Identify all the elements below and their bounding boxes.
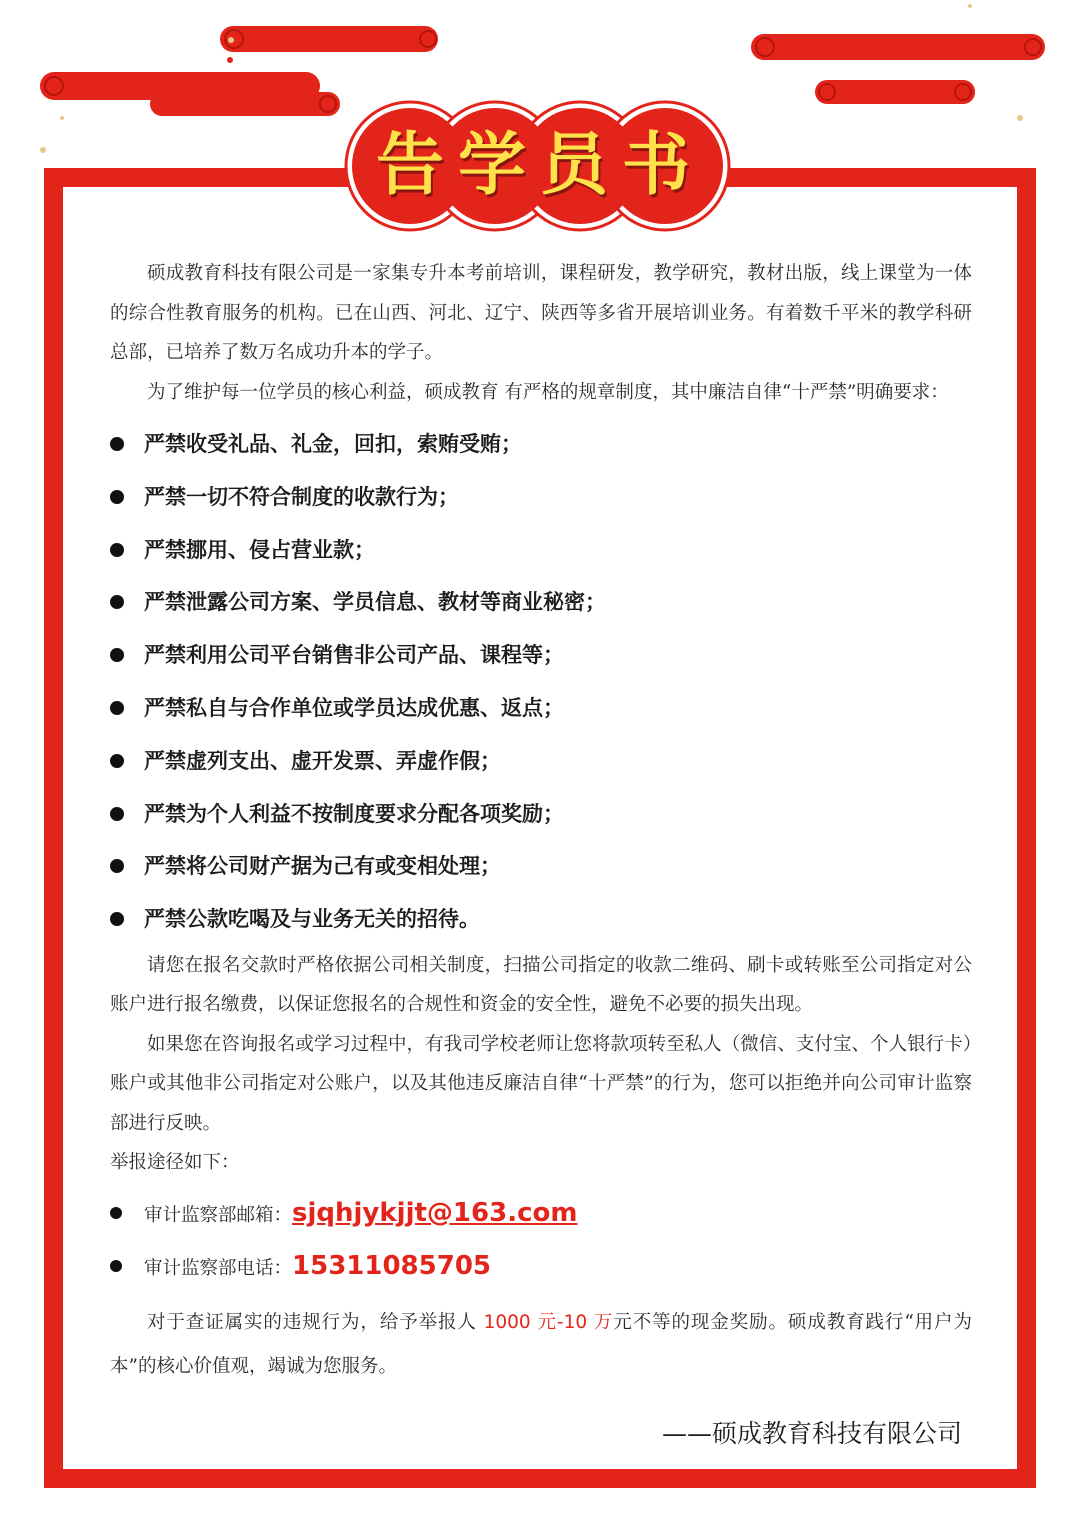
reward-paragraph: 对于查证属实的违规行为，给予举报人 1000 元-10 万元不等的现金奖励。硕成教育践行“用户为本”的核心价值观，竭诚为您服务。 xyxy=(110,1311,972,1377)
reward-amount: 1000 元-10 万 xyxy=(483,1311,614,1333)
email-row xyxy=(110,1187,972,1240)
report-channels xyxy=(110,1187,972,1293)
payment-notice: 请您在报名交款时严格依据公司相关制度，扫描公司指定的收款二维码、刷卡或转账至公司指定对公账户进行报名缴费，以保证您报名的合规性和资金的安全性，避免不必要的损失出现。 xyxy=(110,954,972,1016)
bullet-icon xyxy=(110,807,124,821)
phone-number[interactable]: 15311085705 xyxy=(292,1250,492,1281)
list-item: 严禁收受礼品、礼金，回扣，索贿受贿； xyxy=(110,418,972,471)
list-item: 严禁一切不符合制度的收款行为； xyxy=(110,471,972,524)
bullet-icon xyxy=(110,754,124,768)
violation-notice: 如果您在咨询报名或学习过程中，有我司学校老师让您将款项转至私人（微信、支付宝、个人银行卡）账户或其他非公司指定对公账户，以及其他违反廉洁自律“十严禁”的行为，您可以拒绝并向公司审计监察部进行反映。 xyxy=(110,1033,972,1134)
email-link[interactable]: sjqhjykjjt@163.com xyxy=(292,1197,578,1228)
bullet-icon xyxy=(110,437,124,451)
list-item: 严禁公款吃喝及与业务无关的招待。 xyxy=(110,893,972,946)
email-label: 审计监察部邮箱： xyxy=(144,1204,293,1226)
bullet-icon xyxy=(110,1207,122,1219)
bullet-icon xyxy=(110,912,124,926)
bullet-icon xyxy=(110,595,124,609)
bullet-icon xyxy=(110,490,124,504)
list-item: 严禁泄露公司方案、学员信息、教材等商业秘密； xyxy=(110,576,972,629)
phone-row xyxy=(110,1240,972,1293)
list-item: 严禁为个人利益不按制度要求分配各项奖励； xyxy=(110,788,972,841)
bullet-icon xyxy=(110,1260,122,1272)
list-item: 严禁挪用、侵占营业款； xyxy=(110,524,972,577)
intro-paragraph: 硕成教育科技有限公司是一家集专升本考前培训，课程研发，教学研究，教材出版，线上课堂为一体的综合性教育服务的机构。已在山西、河北、辽宁、陕西等多省开展培训业务。有着数千平米的教学科研总部，已培养了数万名成功升本的学子。 xyxy=(110,263,972,363)
list-item: 严禁虚列支出、虚开发票、弄虚作假； xyxy=(110,735,972,788)
ten-prohibitions-list xyxy=(110,418,972,946)
list-item: 严禁将公司财产据为己有或变相处理； xyxy=(110,840,972,893)
bullet-icon xyxy=(110,701,124,715)
rules-intro-paragraph: 为了维护每一位学员的核心利益，硕成教育 有严格的规章制度，其中廉洁自律“十严禁”明确要求： xyxy=(147,381,949,403)
bullet-icon xyxy=(110,648,124,662)
list-item: 严禁私自与合作单位或学员达成优惠、返点； xyxy=(110,682,972,735)
letter-body xyxy=(110,254,972,1389)
list-item: 严禁利用公司平台销售非公司产品、课程等； xyxy=(110,629,972,682)
phone-label: 审计监察部电话： xyxy=(144,1257,293,1279)
bullet-icon xyxy=(110,543,124,557)
company-signature: ——硕成教育科技有限公司 xyxy=(661,1419,962,1448)
report-heading: 举报途径如下： xyxy=(110,1152,240,1174)
page-title: 告学员书 xyxy=(375,125,704,205)
bullet-icon xyxy=(110,859,124,873)
